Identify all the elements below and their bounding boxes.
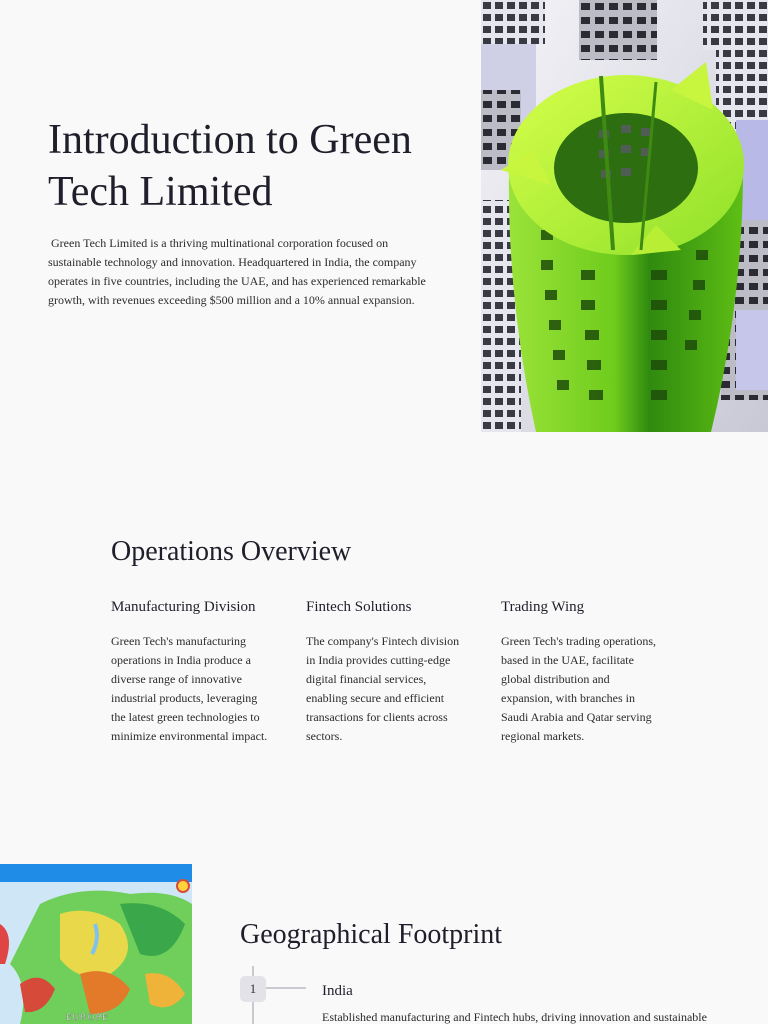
- timeline-item-text: Established manufacturing and Fintech hubs, driving innovation and sustainable: [322, 1010, 707, 1024]
- timeline-step-number: 1: [240, 976, 266, 1002]
- green-recycle-tower-image: [481, 0, 768, 432]
- geography-title: Geographical Footprint: [240, 919, 503, 950]
- operations-card-fintech: [306, 596, 466, 746]
- operations-title: Operations Overview: [111, 536, 352, 567]
- europe-map-image: [0, 864, 192, 1024]
- operations-card-text: Green Tech's manufacturing operations in India produce a diverse range of innovative industrial products, leveraging the latest green technologies to minimize environmental impact.: [111, 634, 268, 743]
- operations-card-heading: Trading Wing: [501, 599, 585, 615]
- operations-card-heading: Manufacturing Division: [111, 599, 256, 615]
- operations-card-manufacturing: [111, 596, 271, 746]
- timeline-connector: [266, 987, 306, 989]
- hero-title: Introduction to Green Tech Limited: [48, 117, 412, 215]
- operations-card-heading: Fintech Solutions: [306, 599, 412, 615]
- hero-description: Green Tech Limited is a thriving multinational corporation focused on sustainable technology and innovation. Headquartered in India, the company operates in five countries, including the UAE, and has experienced remarkable growth, with revenues exceeding $500 million and a 10% annual expansion.: [48, 236, 429, 307]
- operations-card-text: The company's Fintech division in India provides cutting-edge digital financial services, enabling secure and efficient transactions for clients across sectors.: [306, 634, 460, 743]
- map-label-europe: EUROPE: [66, 1013, 109, 1023]
- operations-card-trading: [501, 596, 661, 746]
- timeline-item-title: India: [322, 983, 353, 999]
- operations-card-text: Green Tech's trading operations, based in the UAE, facilitate global distribution and expansion, with branches in Saudi Arabia and Qatar serving regional markets.: [501, 634, 657, 743]
